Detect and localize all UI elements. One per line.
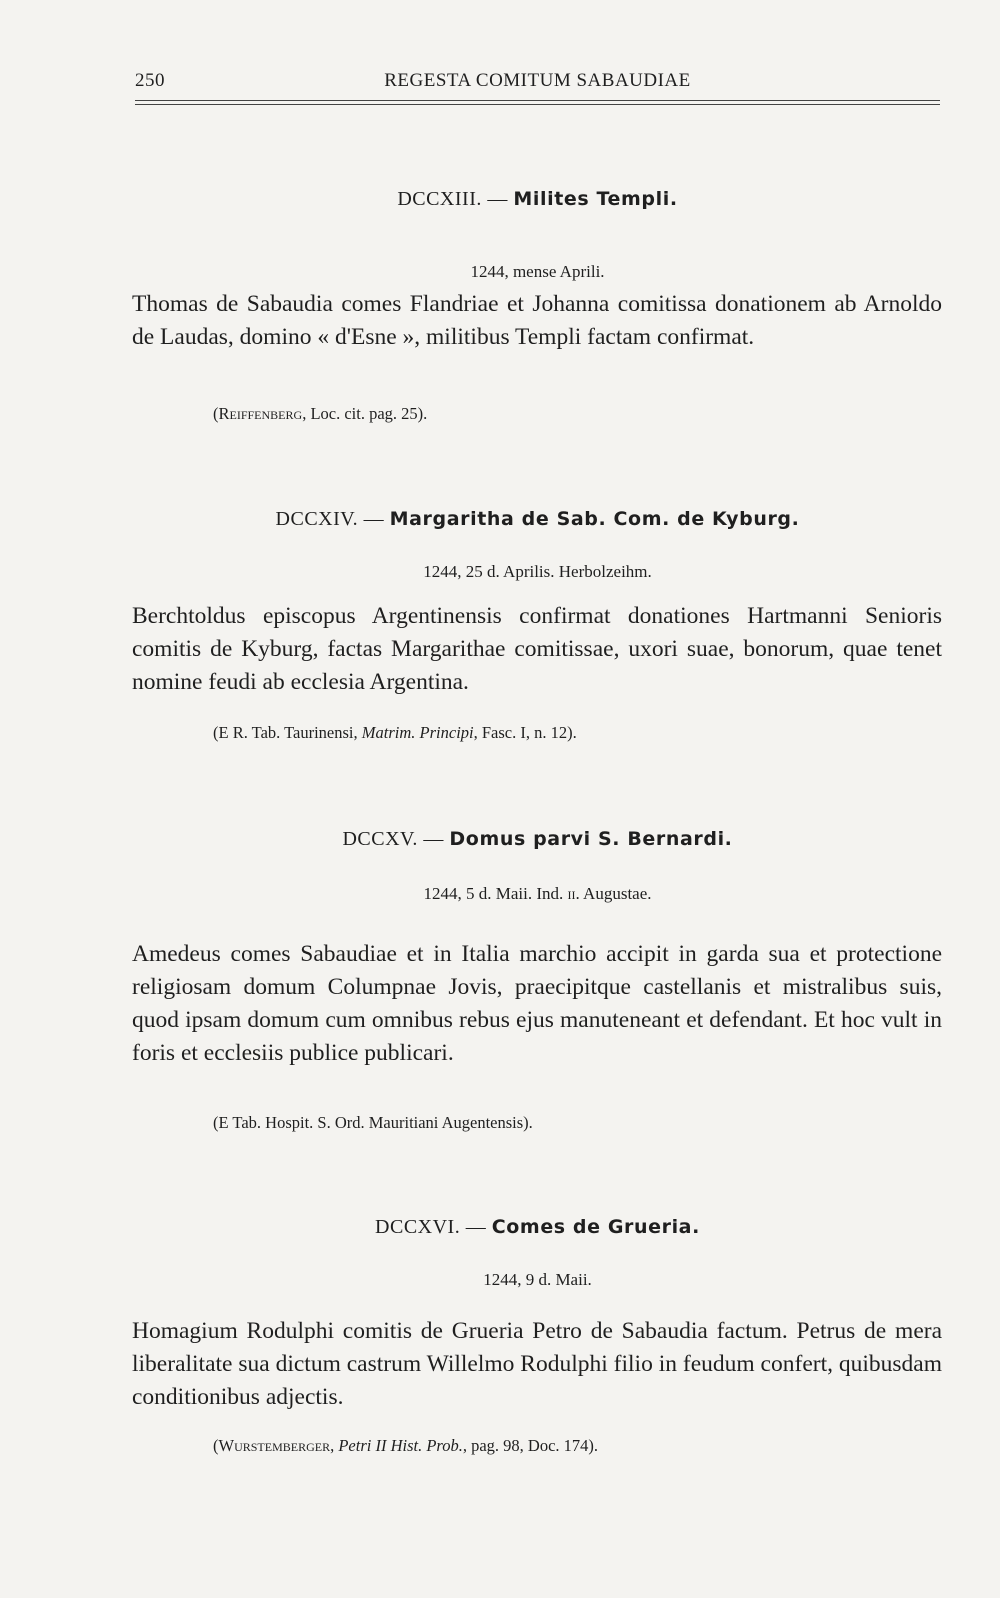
entry-dash: —	[417, 828, 450, 850]
entry-text: Homagium Rodulphi comitis de Grueria Petro de Sabaudia factum. Petrus de mera liberalitate sua dictum castrum Willelmo Rodulphi filio in feudum confert, quibusdam conditionibus adjectis.	[132, 1318, 942, 1410]
header-rule-thin	[135, 104, 940, 105]
running-title: REGESTA COMITUM SABAUDIAE	[384, 70, 691, 91]
entry-text: Amedeus comes Sabaudiae et in Italia marchio accipit in garda sua et protectione religiosam domum Columpnae Jovis, praecipitque castellanis et mistralibus suis, quod ipsam domum cum omnibus rebus ejus manuteneant et defendant. Et hoc vult in foris et ecclesiis publice publicari.	[132, 941, 942, 1066]
source-title: Matrim. Principi	[361, 723, 474, 742]
header-rule	[135, 100, 940, 101]
entry-date	[135, 884, 940, 904]
page-number: 250	[135, 70, 165, 91]
source-rest: , pag. 98, Doc. 174).	[462, 1436, 599, 1455]
source-author: Reiffenberg	[218, 404, 303, 423]
entry-source	[213, 723, 577, 743]
entry-number: DCCXVI.	[375, 1216, 461, 1238]
source-sep: ,	[330, 1436, 339, 1455]
source-pre: (E Tab. Hospit. S. Ord. Mauritiani Augentensis).	[213, 1113, 533, 1132]
source-title: Petri II Hist. Prob.	[338, 1436, 463, 1455]
entry-date: 1244, 25 d. Aprilis. Herbolzeihm.	[423, 562, 652, 581]
entry-dash: —	[358, 508, 390, 530]
entry-title	[135, 1216, 940, 1239]
entry-name: Domus parvi S. Bernardi.	[449, 828, 733, 850]
entry-date: 1244, 9 d. Maii.	[483, 1270, 592, 1289]
source-pre: (E R. Tab. Taurinensi,	[213, 723, 362, 742]
entry-number: DCCXIV.	[275, 508, 359, 530]
entry-name: Milites Templi.	[513, 188, 678, 210]
entry-title	[135, 188, 940, 211]
entry-text: Thomas de Sabaudia comes Flandriae et Johanna comitissa donationem ab Arnoldo de Laudas, domino « d'Esne », militibus Templi factam confirmat.	[132, 291, 942, 350]
source-author: Wurstemberger	[218, 1436, 331, 1455]
source-paren: (	[213, 404, 219, 423]
source-paren: (	[213, 1436, 219, 1455]
entry-date: 1244, mense Aprili.	[470, 262, 605, 281]
date-place: . Augustae.	[575, 884, 652, 903]
running-header	[135, 70, 940, 94]
entry-name: Comes de Grueria.	[491, 1216, 700, 1238]
entry-number: DCCXV.	[342, 828, 418, 850]
entry-source	[213, 1113, 533, 1133]
date-main: 1244, 5 d. Maii. Ind.	[423, 884, 568, 903]
entry-source	[213, 1436, 598, 1456]
entry-dash: —	[481, 188, 514, 210]
entry-title	[135, 828, 940, 851]
entry-text: Berchtoldus episcopus Argentinensis confirmat donationes Hartmanni Senioris comitis de Kyburg, factas Margarithae comitissae, uxori suae, bonorum, quae tenet nomine feudi ab ecclesia Argentina.	[132, 603, 942, 695]
source-rest: , Loc. cit. pag. 25).	[302, 404, 428, 423]
entry-title	[135, 508, 940, 531]
entry-name: Margaritha de Sab. Com. de Kyburg.	[389, 508, 800, 530]
date-indiction: ii	[567, 884, 576, 903]
entry-number: DCCXIII.	[397, 188, 482, 210]
source-rest: , Fasc. I, n. 12).	[473, 723, 577, 742]
entry-dash: —	[460, 1216, 492, 1238]
entry-source	[213, 404, 427, 424]
